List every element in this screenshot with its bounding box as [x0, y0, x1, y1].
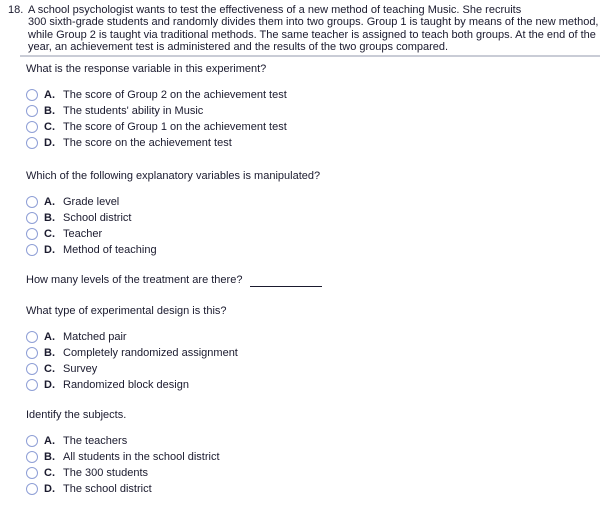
question-block-2: [0, 170, 613, 258]
problem-text-line: 300 sixth-grade students and randomly divides them into two groups. Group 1 is taught by means of the new method,: [28, 16, 599, 29]
option-row[interactable]: [26, 345, 613, 361]
option-letter: A.: [44, 89, 55, 101]
radio-button-icon[interactable]: [26, 137, 38, 149]
question-block-4: [0, 305, 613, 393]
option-row[interactable]: [26, 465, 613, 481]
problem-text-line: while Group 2 is taught via traditional methods. The same teacher is assigned to teach both groups. At the end of the: [28, 28, 596, 41]
radio-button-icon[interactable]: [26, 121, 38, 133]
option-row[interactable]: [26, 103, 613, 119]
option-label: The 300 students: [63, 467, 149, 479]
radio-button-icon[interactable]: [26, 467, 38, 479]
radio-button-icon[interactable]: [26, 363, 38, 375]
option-letter: A.: [44, 331, 55, 343]
option-letter: C.: [44, 121, 55, 133]
options-group-1: [26, 87, 613, 151]
problem-text-line: A school psychologist wants to test the effectiveness of a new method of teaching Music. She recruits: [28, 4, 522, 16]
section-divider: [20, 55, 600, 57]
spacer: [0, 151, 613, 170]
question-block-1: [0, 63, 613, 151]
radio-button-icon[interactable]: [26, 89, 38, 101]
option-row[interactable]: [26, 226, 613, 242]
radio-button-icon[interactable]: [26, 105, 38, 117]
option-label: Grade level: [63, 196, 120, 208]
question-prompt-5: Identify the subjects.: [26, 409, 127, 421]
question-block-3: [0, 274, 613, 287]
option-letter: D.: [44, 483, 55, 495]
option-letter: D.: [44, 244, 55, 256]
option-row[interactable]: [26, 135, 613, 151]
options-group-4: [26, 329, 613, 393]
option-row[interactable]: [26, 87, 613, 103]
option-row[interactable]: [26, 377, 613, 393]
option-letter: D.: [44, 379, 55, 391]
option-row[interactable]: [26, 433, 613, 449]
option-letter: B.: [44, 451, 55, 463]
question-prompt-3: How many levels of the treatment are there?: [26, 274, 243, 286]
option-label: Matched pair: [63, 331, 127, 343]
problem-number: 18.: [8, 4, 24, 16]
radio-button-icon[interactable]: [26, 347, 38, 359]
spacer: [0, 393, 613, 409]
option-row[interactable]: [26, 329, 613, 345]
option-label: Method of teaching: [63, 244, 157, 256]
question-prompt-2: Which of the following explanatory variables is manipulated?: [26, 170, 321, 182]
option-row[interactable]: [26, 242, 613, 258]
questions-container: [0, 63, 613, 497]
question-block-5: [0, 409, 613, 497]
question-prompt-1: What is the response variable in this experiment?: [26, 63, 267, 75]
question-prompt-3-row: [26, 274, 613, 287]
options-group-2: [26, 194, 613, 258]
option-letter: C.: [44, 363, 55, 375]
option-row[interactable]: [26, 481, 613, 497]
option-label: The score of Group 2 on the achievement test: [63, 89, 287, 101]
option-label: The school district: [63, 483, 152, 495]
option-label: The teachers: [63, 435, 128, 447]
option-row[interactable]: [26, 449, 613, 465]
option-label: School district: [63, 212, 132, 224]
answer-blank-input[interactable]: [250, 275, 322, 287]
radio-button-icon[interactable]: [26, 196, 38, 208]
option-letter: C.: [44, 228, 55, 240]
option-label: Teacher: [63, 228, 103, 240]
spacer: [0, 258, 613, 274]
problem-text: [28, 4, 603, 54]
option-label: The score on the achievement test: [63, 137, 232, 149]
option-label: Survey: [63, 363, 98, 375]
option-letter: C.: [44, 467, 55, 479]
option-row[interactable]: [26, 210, 613, 226]
option-row[interactable]: [26, 119, 613, 135]
radio-button-icon[interactable]: [26, 212, 38, 224]
radio-button-icon[interactable]: [26, 228, 38, 240]
radio-button-icon[interactable]: [26, 435, 38, 447]
options-group-5: [26, 433, 613, 497]
option-label: Randomized block design: [63, 379, 189, 391]
radio-button-icon[interactable]: [26, 331, 38, 343]
option-row[interactable]: [26, 194, 613, 210]
option-label: The students' ability in Music: [63, 105, 204, 117]
radio-button-icon[interactable]: [26, 483, 38, 495]
question-prompt-4: What type of experimental design is this?: [26, 305, 227, 317]
radio-button-icon[interactable]: [26, 451, 38, 463]
option-label: All students in the school district: [63, 451, 220, 463]
option-letter: D.: [44, 137, 55, 149]
option-row[interactable]: [26, 361, 613, 377]
option-letter: A.: [44, 435, 55, 447]
option-letter: B.: [44, 105, 55, 117]
radio-button-icon[interactable]: [26, 379, 38, 391]
option-letter: B.: [44, 212, 55, 224]
option-letter: A.: [44, 196, 55, 208]
option-letter: B.: [44, 347, 55, 359]
problem-text-line: year, an achievement test is administered and the results of the two groups compared.: [28, 41, 449, 54]
option-label: The score of Group 1 on the achievement test: [63, 121, 287, 133]
radio-button-icon[interactable]: [26, 244, 38, 256]
option-label: Completely randomized assignment: [63, 347, 238, 359]
problem-stem: [0, 0, 613, 54]
spacer: [0, 289, 613, 305]
